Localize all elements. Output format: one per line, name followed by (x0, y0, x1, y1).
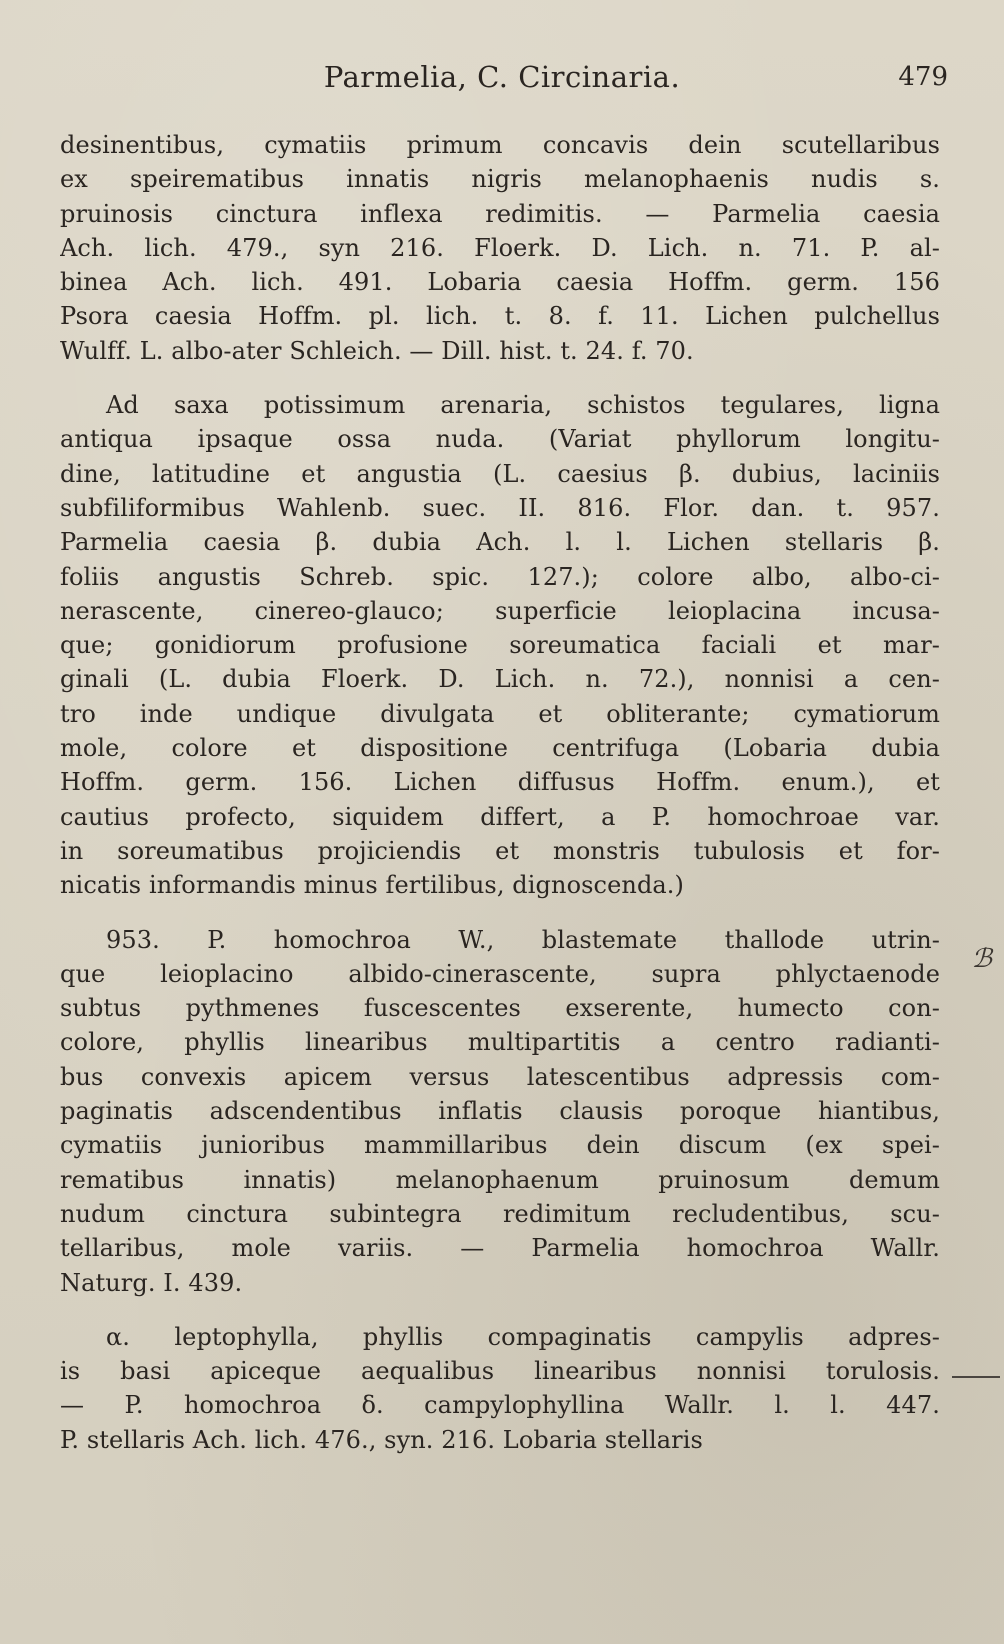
text-line: dine, latitudine et angustia (L. caesius β. dubius, laciniis (60, 459, 940, 488)
text-line: bus convexis apicem versus latescentibus adpressis com- (60, 1062, 940, 1091)
text-line: foliis angustis Schreb. spic. 127.); colore albo, albo-ci- (60, 562, 940, 591)
text-line: Parmelia caesia β. dubia Ach. l. l. Lichen stellaris β. (60, 528, 940, 557)
page-number: 479 (898, 62, 948, 92)
text-line: Naturg. I. 439. (60, 1268, 243, 1297)
text-line: Hoffm. germ. 156. Lichen diffusus Hoffm. enum.), et (60, 768, 940, 797)
text-line: que; gonidiorum profusione soreumatica faciali et mar- (60, 631, 940, 660)
text-line: in soreumatibus projiciendis et monstris tubulosis et for- (60, 836, 940, 865)
page-header (0, 60, 1004, 100)
text-line: ginali (L. dubia Floerk. D. Lich. n. 72.), nonnisi a cen- (60, 665, 940, 694)
text-line: — P. homochroa δ. campylophyllina Wallr. l. l. 447. (60, 1391, 940, 1420)
text-line: nudum cinctura subintegra redimitum recludentibus, scu- (60, 1199, 940, 1228)
margin-annotation: ℬ (971, 944, 992, 974)
running-title: Parmelia, C. Circinaria. (323, 60, 681, 94)
text-line: Ad saxa potissimum arenaria, schistos tegulares, ligna (106, 391, 940, 420)
text-line: cautius profecto, siquidem differt, a P. homochroae var. (60, 802, 940, 831)
text-line: nerascente, cinereo-glauco; superficie leioplacina incusa- (60, 596, 940, 625)
text-line: ex speirematibus innatis nigris melanophaenis nudis s. (60, 165, 940, 194)
text-line: subtus pythmenes fuscescentes exserente, humecto con- (60, 994, 940, 1023)
paragraph (60, 388, 940, 902)
text-line: Psora caesia Hoffm. pl. lich. t. 8. f. 11. Lichen pulchellus (60, 302, 940, 331)
text-line: α. leptophylla, phyllis compaginatis campylis adpres- (106, 1322, 940, 1351)
paragraph-gap (60, 903, 940, 923)
text-line: colore, phyllis linearibus multipartitis a centro radianti- (60, 1028, 940, 1057)
text-line: rematibus innatis) melanophaenum pruinosum demum (60, 1165, 940, 1194)
text-line: 953. P. homochroa W., blastemate thallode utrin- (106, 925, 940, 954)
text-line: mole, colore et dispositione centrifuga (Lobaria dubia (60, 734, 940, 763)
paragraph (60, 1320, 940, 1457)
text-line: cymatiis junioribus mammillaribus dein discum (ex spei- (60, 1131, 940, 1160)
text-line: tro inde undique divulgata et obliterante; cymatiorum (60, 699, 940, 728)
text-line: pruinosis cinctura inflexa redimitis. — Parmelia caesia (60, 199, 940, 228)
text-line: desinentibus, cymatiis primum concavis dein scutellaribus (60, 131, 940, 159)
margin-dash-mark (952, 1376, 1000, 1378)
text-line: subfiliformibus Wahlenb. suec. II. 816. Flor. dan. t. 957. (60, 493, 940, 522)
text-line: paginatis adscendentibus inflatis clausis poroque hiantibus, (60, 1097, 940, 1126)
paragraph (60, 923, 940, 1300)
paragraph-gap (60, 1300, 940, 1320)
text-line: binea Ach. lich. 491. Lobaria caesia Hoffm. germ. 156 (60, 268, 940, 297)
text-line: que leioplacino albido-cinerascente, supra phlyctaenode (60, 959, 940, 988)
text-line: Ach. lich. 479., syn 216. Floerk. D. Lich. n. 71. P. al- (60, 233, 940, 262)
page-body (60, 128, 940, 1457)
text-line: is basi apiceque aequalibus linearibus nonnisi torulosis. (60, 1357, 940, 1386)
text-line: P. stellaris Ach. lich. 476., syn. 216. Lobaria stellaris (60, 1425, 703, 1454)
text-line: tellaribus, mole variis. — Parmelia homochroa Wallr. (60, 1234, 940, 1263)
text-line: nicatis informandis minus fertilibus, dignoscenda.) (60, 871, 685, 900)
paragraph (60, 128, 940, 368)
paragraph-gap (60, 368, 940, 388)
text-line: antiqua ipsaque ossa nuda. (Variat phyllorum longitu- (60, 425, 940, 454)
text-line: Wulff. L. albo-ater Schleich. — Dill. hist. t. 24. f. 70. (60, 336, 694, 365)
